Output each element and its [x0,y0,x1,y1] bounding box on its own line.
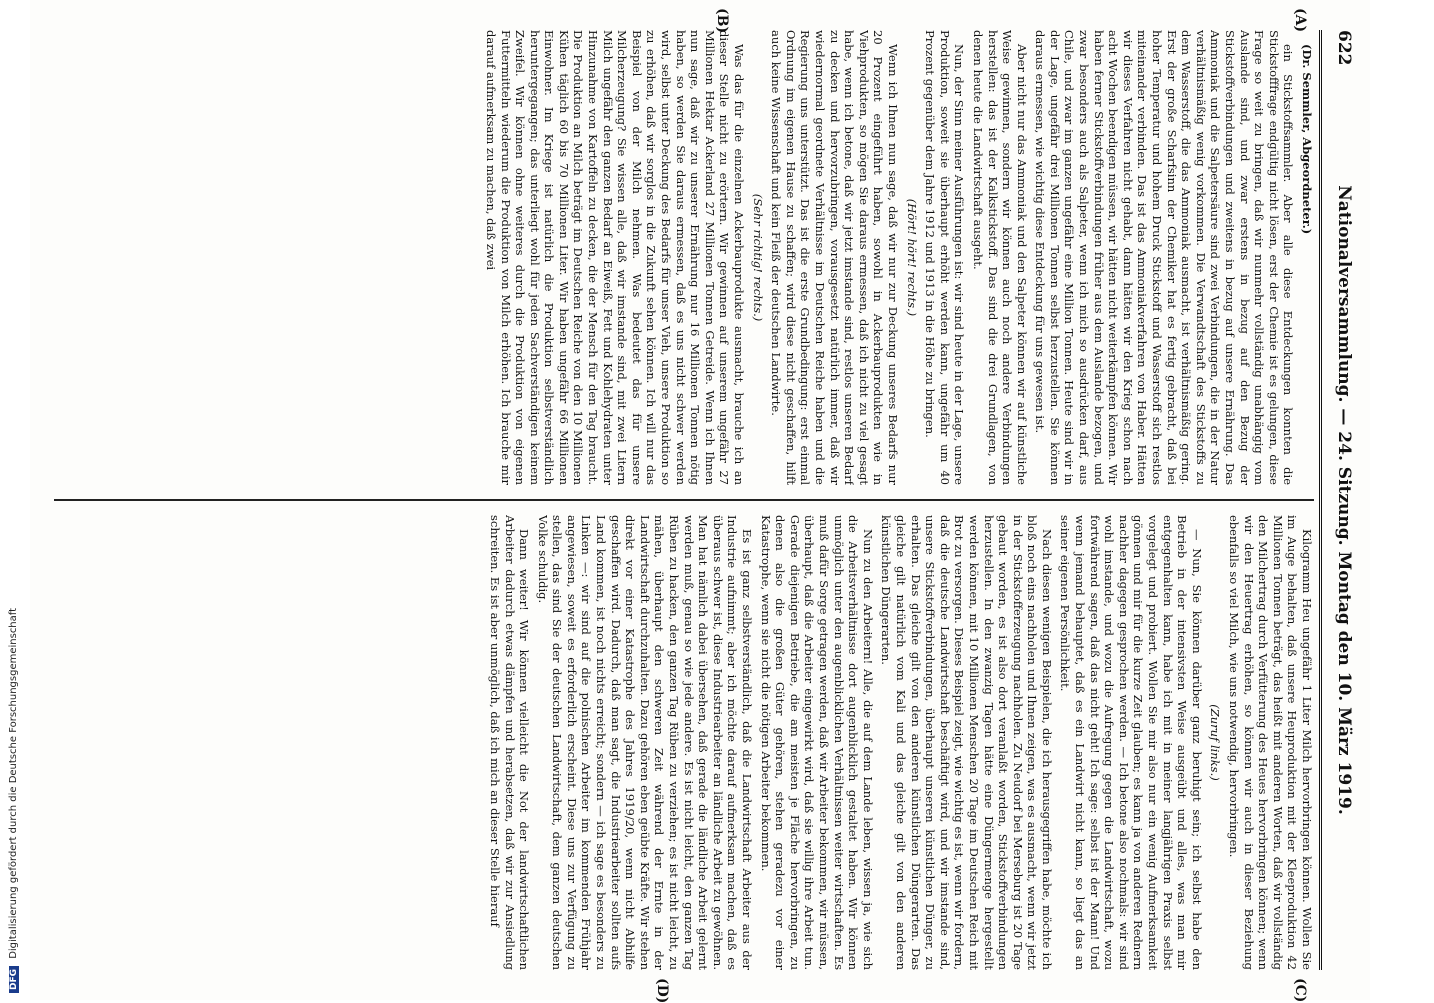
paragraph [487,515,531,970]
document-page [30,0,1370,1003]
paragraph-text: Was das für die einzelnen Ackerbauprodukte ausmacht, brauche ich an dieser Stelle nicht zu erörtern. Wir gewinnen auf unserem ungefähr 27 Millionen Hektar Ackerland 27 Millionen Tonnen Getreide. Wenn ich Ihnen nun sage, daß wir zu unserer Ernährung nur 16 Millionen Tonnen nötig haben, so werden Sie daraus ermessen, daß es uns nicht schwer werden wird, selbst unter Deckung des Bedarfs für unser Vieh, unsere Produktion so zu erhöhen, daß wir sorglos in die Zukunft sehen können. Ich will nur das Beispiel von der Milch nehmen. Was bedeutet das für unsere Milcherzeugung? Sie wissen alle, daß wir imstande sind, mit zwei Litern Milch ungefähr den ganzen Bedarf an Eiweiß, Fett und Kohlehydraten unter Hinzunahme von Kartoffeln zu decken, die der Mensch für den Tag braucht. Die Produktion an Milch beträgt im Deutschen Reiche von den 10 Millionen Kühen täglich 60 bis 70 Millionen Liter. Wir haben ungefähr 66 Millionen Einwohner. Im Kriege ist natürlich die Produktion selbstverständlich heruntergegangen; das unterliegt wohl für jeden Sachverständigen keinem Zweifel. Wir können ohne weiteres durch die Produktion von eigenen Futtermitteln wiederum die Produktion von Milch erhöhen. Ich brauche mir darauf aufmerksam zu machen, daß zwei [483,30,747,485]
paragraph [1058,515,1204,970]
paragraph [879,515,1054,970]
paragraph-text: Aber nicht nur das Ammoniak und den Salpeter können wir auf künstliche Weise gewinnen, sondern wir können auch noch andere Verbindungen herstellen: das ist der Kalkstickstoff. Das sind die drei Grundlagen, von denen heute die Landwirtschaft ausgeht. [970,30,1029,485]
paragraph [483,30,746,485]
paragraph [970,30,1028,485]
paragraph [758,515,875,970]
paragraph-text: (Sehr richtig! rechts.) [750,193,765,322]
paragraph-text: Kilogramm Heu ungefähr 1 Liter Milch hervorbringen können. Wollen Sie im Auge behalten, daß unsere Heuproduktion mit der Kleeproduktion 42 Millionen Tonnen beträgt, das heißt mit anderen Worten, daß wir vollständig den Milchertrag durch Verfütterung des Heues hervorbringen können; wenn wir den Heuertrag erhöhen, so können wir auch in dieser Beziehung ebenfalls so viel Milch, wie uns notwendig, hervorbringen. [1227,515,1314,970]
paragraph-text: Es ist ganz selbstverständlich, daß die Landwirtschaft Arbeiter aus der Industrie aufnimmt; aber ich möchte darauf aufmerksam machen, daß es überaus schwer ist, diese Industriearbeiter an ländliche Arbeit zu gewöhnen. Man hat nämlich dabei übersehen, daß gerade die ländliche Arbeit gelernt werden muß, genau so wie jede andere. Es ist nicht leicht, den ganzen Tag Rüben zu hacken, den ganzen Tag Rüben zu verziehen; es ist nicht leicht, zu mähen, überhaupt den schweren Zeit während der Ernte in der Landwirtschaft durchzuhalten. Dazu gehören eben geübte Kräfte. Wir stehen direkt vor einer Katastrophe des Jahres 1919/20, wenn nicht Abhilfe geschaffen wird. Dadurch, daß man sagt, die Industriearbeiter sollten aufs Land kommen, ist noch nichts erreicht; sondern — ich sage es besonders zu Linken —: wir sind auf die polnischen Arbeiter im kommenden Frühjahr angewiesen, soweit es erforderlich erscheint. Diese uns zur Verfügung zu stellen, das sind Sie der deutschen Landwirtschaft, dem ganzen deutschen Volke schuldig. [535,515,755,970]
paragraph [1033,30,1296,485]
dfg-logo: DFG [9,966,19,993]
right-column [54,515,1314,970]
paragraph-text: Nun, der Sinn meiner Ausführungen ist: wir sind heute in der Lage, unsere Produktion, soweit sie überhaupt erhöht werden kann, ungefähr um 40 Prozent gegenüber dem Jahre 1912 und 1913 in die Höhe zu bringen. [923,30,967,485]
margin-marker-a: (A) [1292,8,1308,33]
paragraph [1299,30,1314,485]
left-column [54,30,1314,485]
page-header [1319,30,1362,970]
column-divider [54,499,1314,501]
page-number: 622 [1334,30,1354,66]
paragraph-text: Nun zu den Arbeitern! Alle, die auf dem Lande leben, wissen ja, wie sich die Arbeitsverhältnisse dort augenblicklich gestaltet haben. Wir können unmöglich unter den augenblicklichen Verhältnissen weiter wirtschaften. Es muß dafür Sorge getragen werden, daß wir Arbeiter bekommen, wir müssen, überhaupt, daß die Arbeiter eingewirkt wird, daß sie willig ihre Arbeit tun. Gerade diejenigen Betriebe, die am meisten je Fläche hervorbringen, zu denen also die großen Güter gehören, stehen geradezu vor einer Katastrophe, wenn sie nicht die nötigen Arbeiter bekommen. [758,515,875,970]
margin-marker-d: (D) [654,978,670,1003]
margin-marker-c: (C) [1292,978,1308,1003]
paragraph-text: (Hört! hört! rechts.) [904,198,919,317]
paragraph-text: — Nun, Sie können darüber ganz beruhigt sein; ich selbst habe den Betrieb in der intensivsten Weise ausgeübt und alles, was man mir entgegenhalten kann, habe ich mit in meiner langjährigen Praxis selbst vorgelegt und probiert. Wollen Sie mir also nur ein wenig Aufmerksamkeit gönnen und mir für die kurze Zeit glauben; es kann ja von anderen Rednern nachher dagegen gesprochen werden. — Ich betone also nochmals: wir sind wohl imstande, und wozu die Aufregung gegen die Landwirtschaft, wozu fortwährend sagen, daß das nicht geht! Ich sage: selbst ist der Mann! Und wenn jemand behauptet, daß es ein Landwirt nicht kann, so liegt das an seiner eigenen Persönlichkeit. [1058,515,1204,970]
paragraph-text: Wenn ich Ihnen nun sage, daß wir nur zur Deckung unseres Bedarfs nur 20 Prozent eingeführt haben, sowohl in Ackerbauprodukten wie in Viehprodukten, so mögen Sie daraus ermessen, daß ich nicht zu viel gesagt habe, wenn ich betone, daß wir jetzt imstande sind, restlos unseren Bedarf zu decken und hervorzubringen, vorausgesetzt natürlich immer, daß wir wiedernormal geordnete Verhältnisse im Deutschen Reiche haben und die Regierung uns unterstützt. Das ist die erste Grundbedingung: erst einmal Ordnung im eigenen Hause zu schaffen; wird diese nicht geschaffen, hilft auch keine Wissenschaft und kein Fleiß der deutschen Landwirte. [769,30,900,485]
paragraph-text: (Zuruf links.) [1208,704,1223,781]
paragraph [904,30,919,485]
paragraph-text: Nach diesen wenigen Beispielen, die ich herausgegriffen habe, möchte ich bloß noch eins nachholen und Ihnen zeigen, was es ausmacht, wenn wir jetzt in der Stickstofferzeugung nachholen. Zu Neudorf bei Merseburg ist 20 Tage gebaut worden, es ist also dort veranlaßt worden, Stickstoffverbindungen herzustellen. In den zwanzig Tagen hätte eine Düngermenge hergestellt werden können, mit 10 Millionen Menschen 20 Tage im Deutschen Reich mit Brot zu versorgen. Dieses Beispiel zeigt, wie wichtig es ist, wenn wir fordern, daß die deutsche Landwirtschaft beschäftigt wird, und wir imstande sind, unsere Stickstoffverbindungen, überhaupt unseren künstlichen Dünger, zu erhalten. Das gleiche gilt von den anderen künstlichen Düngerarten. Das gleiche gilt natürlich vom Kali und das gleiche gilt von den anderen künstlichen Düngerarten. [879,515,1054,970]
paragraph [769,30,900,485]
paragraph [1208,515,1223,970]
paragraph [750,30,765,485]
paragraph-text: ein Stickstoffsammler. Aber alle diese Entdeckungen konnten die Stickstofffrage endgültig nicht lösen, erst der Chemie ist es gelungen, diese Frage so weit zu bringen, daß wir nunmehr vollständig unabhängig vom Auslande sind, und zwar erstens in bezug auf den Bezug der Stickstoffverbindungen und zweitens in bezug auf unsere Ernährung. Das Ammoniak und die Salpetersäure sind zwei Verbindungen, die in der Natur verhältnismäßig wenig vorkommen. Die Verwandtschaft des Stickstoffs zu dem Wasserstoff, die das Ammoniak ausmacht, ist verhältnismäßig gering. Erst der große Scharfsinn der Chemiker hat es fertig gebracht, daß bei hoher Temperatur und hohem Druck Stickstoff und Wasserstoff sich restlos miteinander verbinden. Das ist das Ammoniakverfahren von Haber. Hätten wir dieses Verfahren nicht gehabt, dann hätten wir den Krieg schon nach acht Wochen beendigen müssen, wir hätten nicht weiterkämpfen können. Wir haben ferner Stickstoffverbindungen früher aus dem Auslande bezogen, und zwar besonders auch als Salpeter, wenn ich mich so ausdrücken darf, aus Chile, und zwar im ganzen ungefähr eine Million Tonnen. Heute sind wir in der Lage, ungefähr drei Millionen Tonnen selbst herzustellen. Sie können daraus ermessen, wie wichtig diese Entdeckung für uns gewesen ist. [1033,30,1296,485]
digitization-credit [8,608,19,993]
paragraph [923,30,967,485]
speaker-label: (Dr. Semmler, Abgeordneter.) [1300,44,1314,235]
paragraph-text: Dann weiter! Wir können vielleicht die Not der landwirtschaftlichen Arbeiter dadurch etwas dämpfen und herabsetzen, daß wir zur Ansiedlung schreiten. Es ist aber unmöglich, daß ich mich an dieser Stelle hierauf [487,515,532,970]
credit-text: Digitalisierung gefördert durch die Deutsche Forschungsgemeinschaft [8,607,19,959]
margin-marker-b: (B) [714,8,730,34]
paragraph [1226,515,1314,970]
page-title: Nationalversammlung. — 24. Sitzung. Montag den 10. März 1919. [1334,185,1354,815]
paragraph [535,515,754,970]
